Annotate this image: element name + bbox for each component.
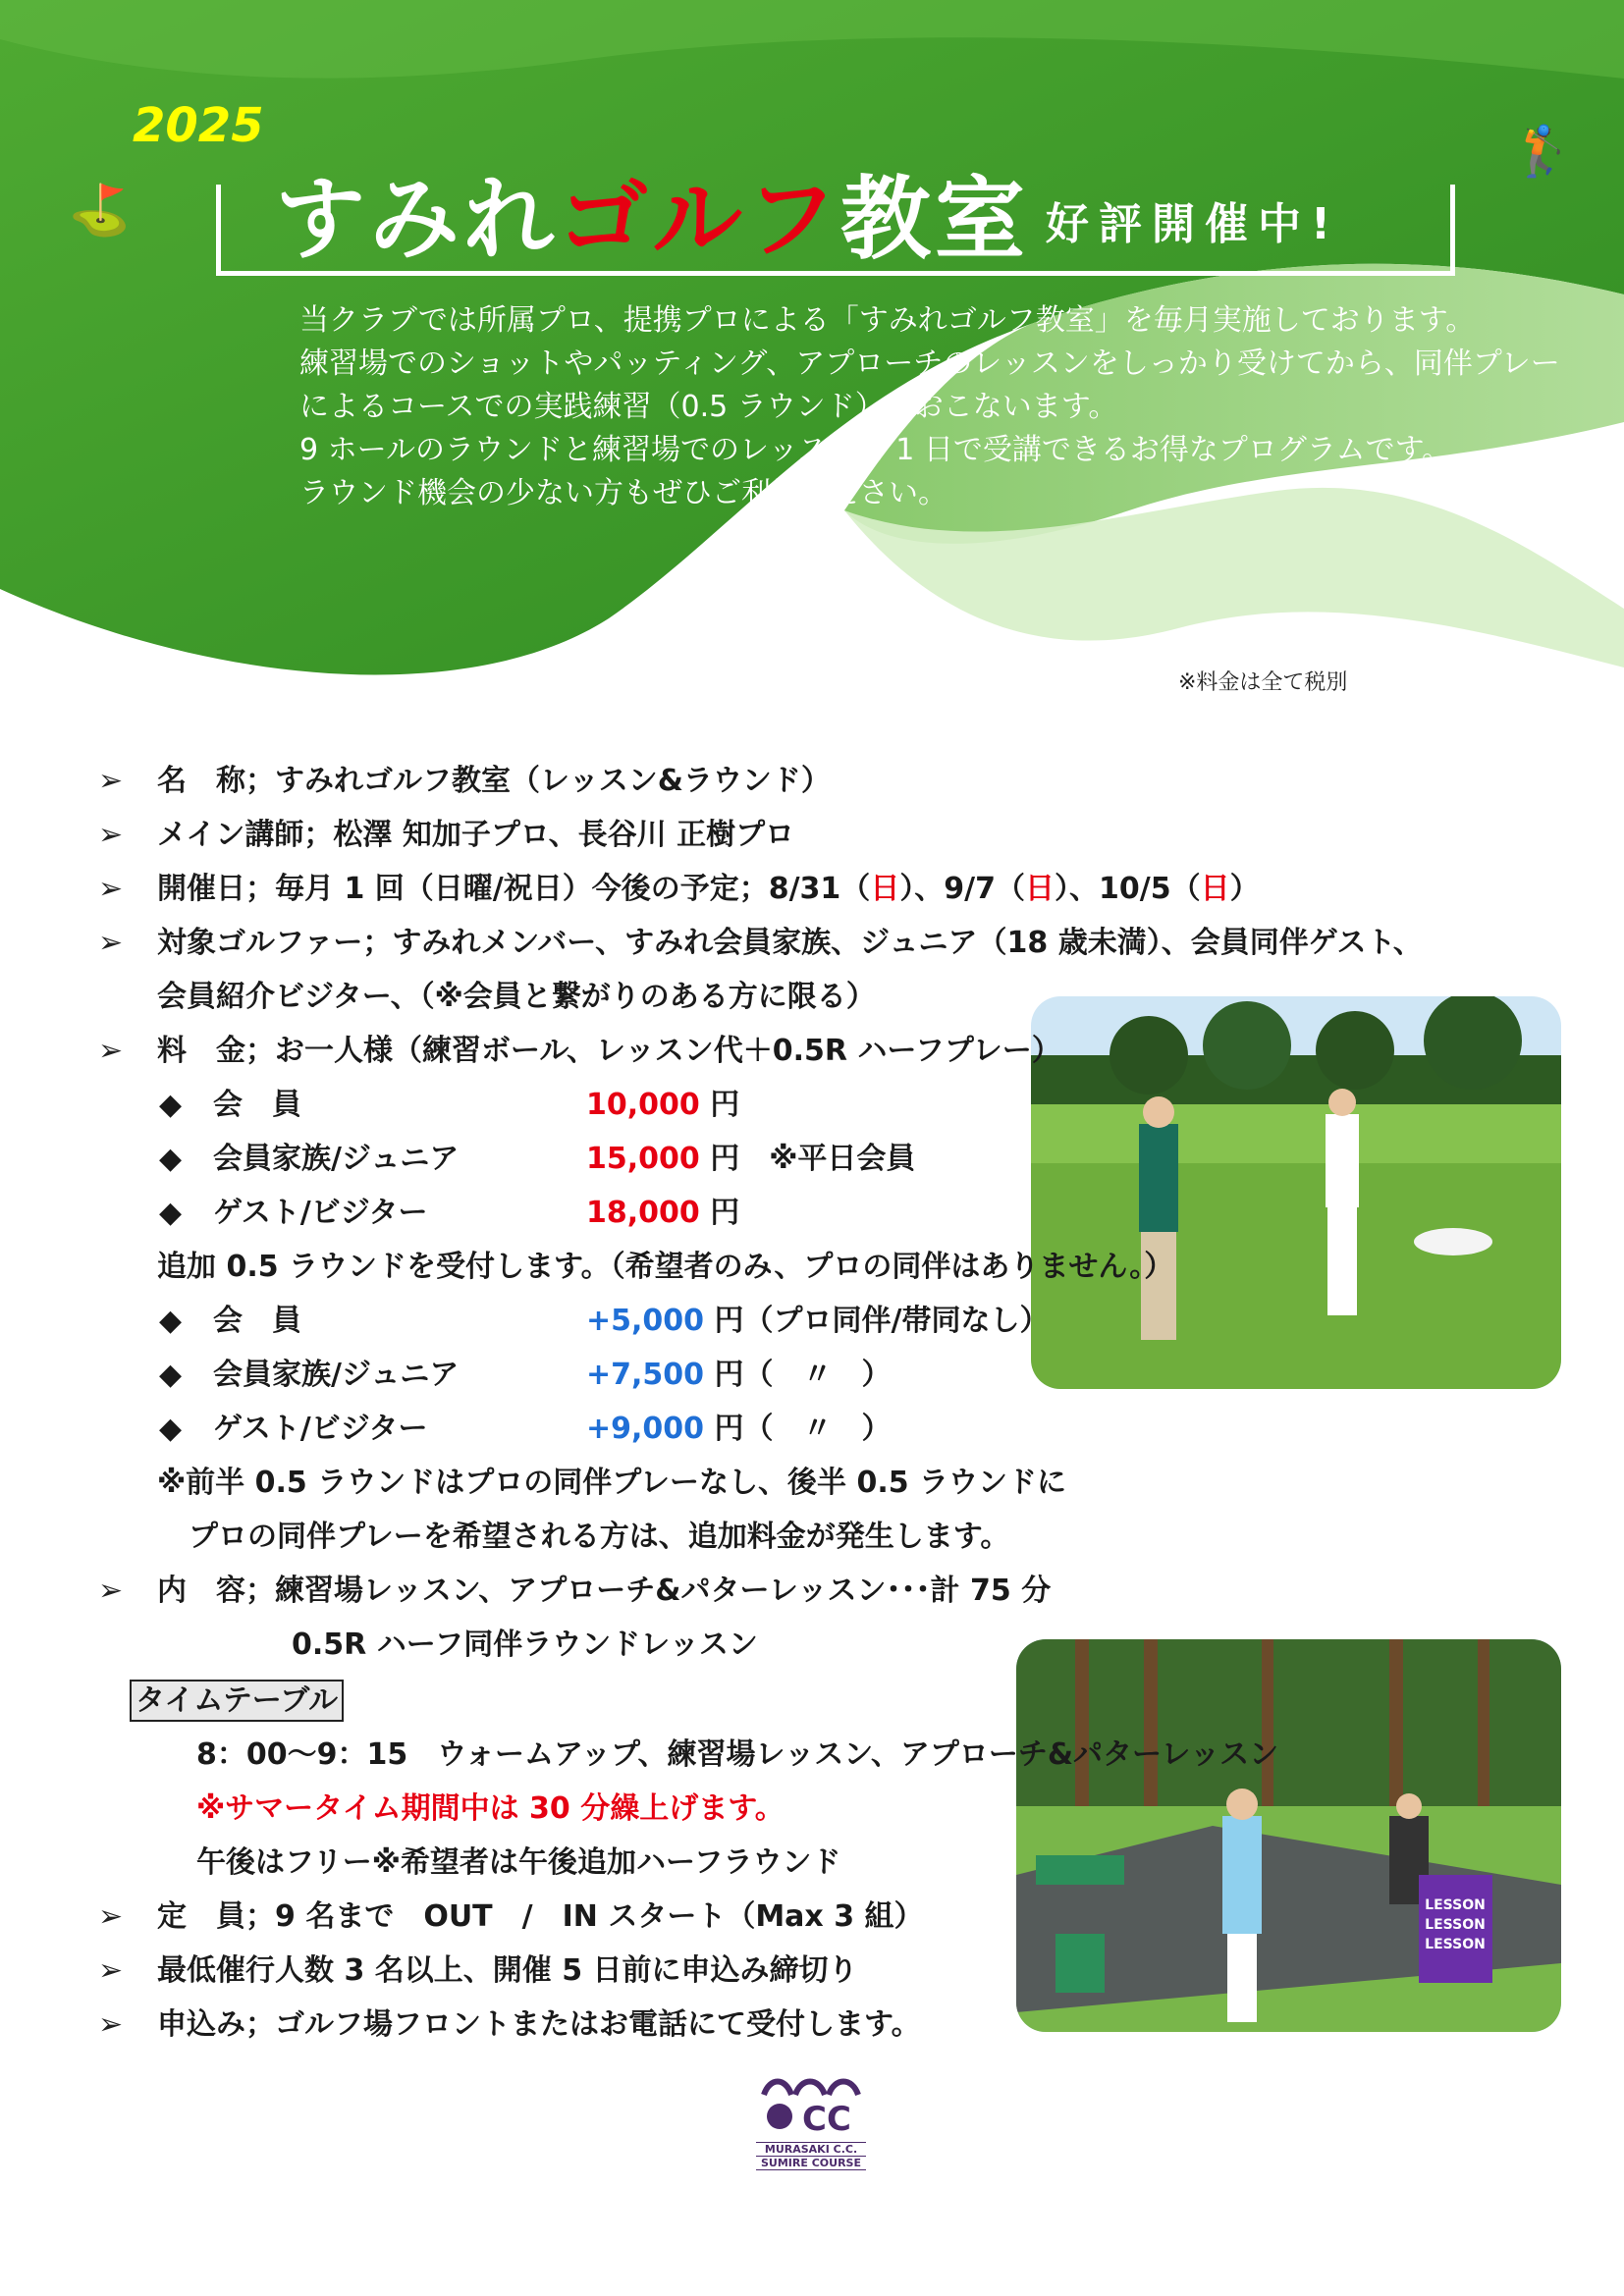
extra-fee-row <box>159 1348 891 1402</box>
bullet-icon: ➢ <box>98 1574 124 1608</box>
diamond-icon: ◆ <box>159 1196 183 1230</box>
extra-fee-label: 会員家族/ジュニア <box>213 1358 460 1392</box>
detail-content <box>98 1564 1051 1618</box>
timetable-line: 8：00〜9：15 ウォームアップ、練習場レッスン、アプローチ&パターレッスン <box>196 1737 1279 1772</box>
extra-fee-row <box>159 1402 891 1456</box>
diamond-icon: ◆ <box>159 1142 183 1176</box>
bullet-icon: ➢ <box>98 872 124 906</box>
minimum-text: 最低催行人数 3 名以上、開催 5 日前に申込み締切り <box>157 1953 858 1988</box>
diamond-icon: ◆ <box>159 1088 183 1122</box>
date-sunday: 日 <box>1200 872 1230 906</box>
detail-minimum <box>98 1944 858 1998</box>
diamond-icon: ◆ <box>159 1412 183 1446</box>
content-text: 内 容；練習場レッスン、アプローチ&パターレッスン･･･計 75 分 <box>157 1574 1052 1608</box>
extra-fee-price: +5,000 <box>586 1304 705 1338</box>
intro-line: 9 ホールのラウンドと練習場でのレッスンを 1 日で受講できるお得なプログラムです。 <box>299 433 1452 467</box>
detail-name <box>98 754 831 808</box>
fee-unit: 円 <box>710 1142 740 1176</box>
timetable-label <box>130 1674 344 1728</box>
content-text-line2: 0.5R ハーフ同伴ラウンドレッスン <box>292 1628 758 1662</box>
fee-row <box>159 1132 915 1186</box>
date-mid: ）、10/5（ <box>1055 872 1201 906</box>
year-label: 2025 <box>133 98 264 153</box>
bullet-icon: ➢ <box>98 926 124 960</box>
extra-fee-price: +9,000 <box>586 1412 705 1446</box>
bullet-icon: ➢ <box>98 764 124 798</box>
club-logo <box>756 2073 866 2170</box>
capacity-text: 定 員；9 名まで OUT / IN スタート（Max 3 組） <box>157 1899 924 1934</box>
club-name: MURASAKI C.C. <box>756 2142 866 2157</box>
extra-note: ※前半 0.5 ラウンドはプロの同伴プレーなし、後半 0.5 ラウンドに <box>157 1466 1067 1500</box>
detail-fee <box>98 1024 1061 1078</box>
golfer-icon: 🏌 <box>1512 123 1574 180</box>
date-mid: ）、9/7（ <box>899 872 1026 906</box>
detail-target <box>98 916 1423 970</box>
detail-instructor <box>98 808 794 862</box>
fee-row <box>159 1078 739 1132</box>
timetable-label-text: タイムテーブル <box>130 1680 344 1722</box>
fee-unit: 円 <box>710 1196 740 1230</box>
name-text: 名 称；すみれゴルフ教室（レッスン&ラウンド） <box>157 764 831 798</box>
intro-line: ラウンド機会の少ない方もぜひご利用ください。 <box>299 476 947 510</box>
title-part3: 教室 <box>840 167 1030 272</box>
instructor-text: メイン講師；松澤 知加子プロ、長谷川 正樹プロ <box>157 818 795 852</box>
fee-price: 18,000 <box>586 1196 700 1230</box>
detail-capacity <box>98 1890 924 1944</box>
fee-label: 会員家族/ジュニア <box>213 1142 460 1176</box>
extra-fee-label: ゲスト/ビジター <box>213 1412 428 1446</box>
target-text-line2: 会員紹介ビジター、（※会員と繋がりのある方に限る） <box>157 980 876 1014</box>
extra-fee-unit: 円（ 〃 ） <box>714 1412 892 1446</box>
tax-note: ※料金は全て税別 <box>1178 670 1348 695</box>
lesson-sign-text: LESSON <box>1425 1897 1486 1913</box>
lesson-photo-1-image <box>1031 996 1561 1389</box>
fee-price: 15,000 <box>586 1142 700 1176</box>
extra-fee-unit: 円（ 〃 ） <box>714 1358 892 1392</box>
diamond-icon: ◆ <box>159 1358 183 1392</box>
extra-fee-row <box>159 1294 1049 1348</box>
fee-label: 会 員 <box>213 1088 301 1122</box>
intro-text <box>299 299 1560 515</box>
page-title <box>275 147 1029 277</box>
intro-line: 練習場でのショットやパッティング、アプローチのレッスンをしっかり受けてから、同伴プレー <box>299 347 1560 381</box>
club-logo-cc: CC <box>802 2100 851 2136</box>
lesson-sign-text: LESSON <box>1425 1917 1486 1933</box>
lesson-sign-text: LESSON <box>1425 1937 1486 1952</box>
fee-price: 10,000 <box>586 1088 700 1122</box>
bullet-icon: ➢ <box>98 1899 124 1934</box>
bullet-icon: ➢ <box>98 1034 124 1068</box>
fee-note: ※平日会員 <box>769 1142 916 1176</box>
bullet-icon: ➢ <box>98 818 124 852</box>
club-course: SUMIRE COURSE <box>756 2157 866 2170</box>
golfer-icon: ⛳ <box>69 182 131 239</box>
detail-date <box>98 862 1260 916</box>
fee-unit: 円 <box>710 1088 740 1122</box>
club-logo-mark <box>756 2073 866 2136</box>
fee-heading: 料 金；お一人様（練習ボール、レッスン代＋0.5R ハーフプレー） <box>157 1034 1061 1068</box>
lesson-photo-1 <box>1031 996 1561 1389</box>
diamond-icon: ◆ <box>159 1304 183 1338</box>
date-sunday: 日 <box>870 872 900 906</box>
intro-line: 当クラブでは所属プロ、提携プロによる「すみれゴルフ教室」を毎月実施しております。 <box>299 303 1476 338</box>
date-prefix: 開催日；毎月 1 回（日曜/祝日）今後の予定；8/31（ <box>157 872 871 906</box>
bullet-icon: ➢ <box>98 2007 124 2042</box>
subtitle: 好評開催中! <box>1046 199 1341 249</box>
extra-heading: 追加 0.5 ラウンドを受付します。（希望者のみ、プロの同伴はありません。） <box>157 1250 1174 1284</box>
title-part1: すみれ <box>275 167 559 272</box>
extra-note: プロの同伴プレーを希望される方は、追加料金が発生します。 <box>189 1520 1010 1554</box>
detail-apply <box>98 1998 921 2052</box>
lesson-photo-2 <box>1016 1639 1561 2032</box>
timetable-summer-note: ※サマータイム期間中は 30 分繰上げます。 <box>196 1791 785 1826</box>
date-end: ） <box>1229 872 1260 906</box>
title-part2: ゴルフ <box>558 167 841 272</box>
intro-line: によるコースでの実践練習（0.5 ラウンド）をおこないます。 <box>299 390 1118 424</box>
date-sunday: 日 <box>1025 872 1056 906</box>
extra-fee-price: +7,500 <box>586 1358 705 1392</box>
target-text: 対象ゴルファー；すみれメンバー、すみれ会員家族、ジュニア（18 歳未満）、会員同伴ゲスト、 <box>157 926 1423 960</box>
extra-fee-unit: 円（プロ同伴/帯同なし） <box>714 1304 1050 1338</box>
apply-text: 申込み；ゴルフ場フロントまたはお電話にて受付します。 <box>157 2007 921 2042</box>
fee-label: ゲスト/ビジター <box>213 1196 428 1230</box>
fee-row <box>159 1186 739 1240</box>
extra-fee-label: 会 員 <box>213 1304 301 1338</box>
lesson-photo-2-image <box>1016 1639 1561 2032</box>
bullet-icon: ➢ <box>98 1953 124 1988</box>
timetable-afternoon: 午後はフリー※希望者は午後追加ハーフラウンド <box>196 1845 841 1880</box>
